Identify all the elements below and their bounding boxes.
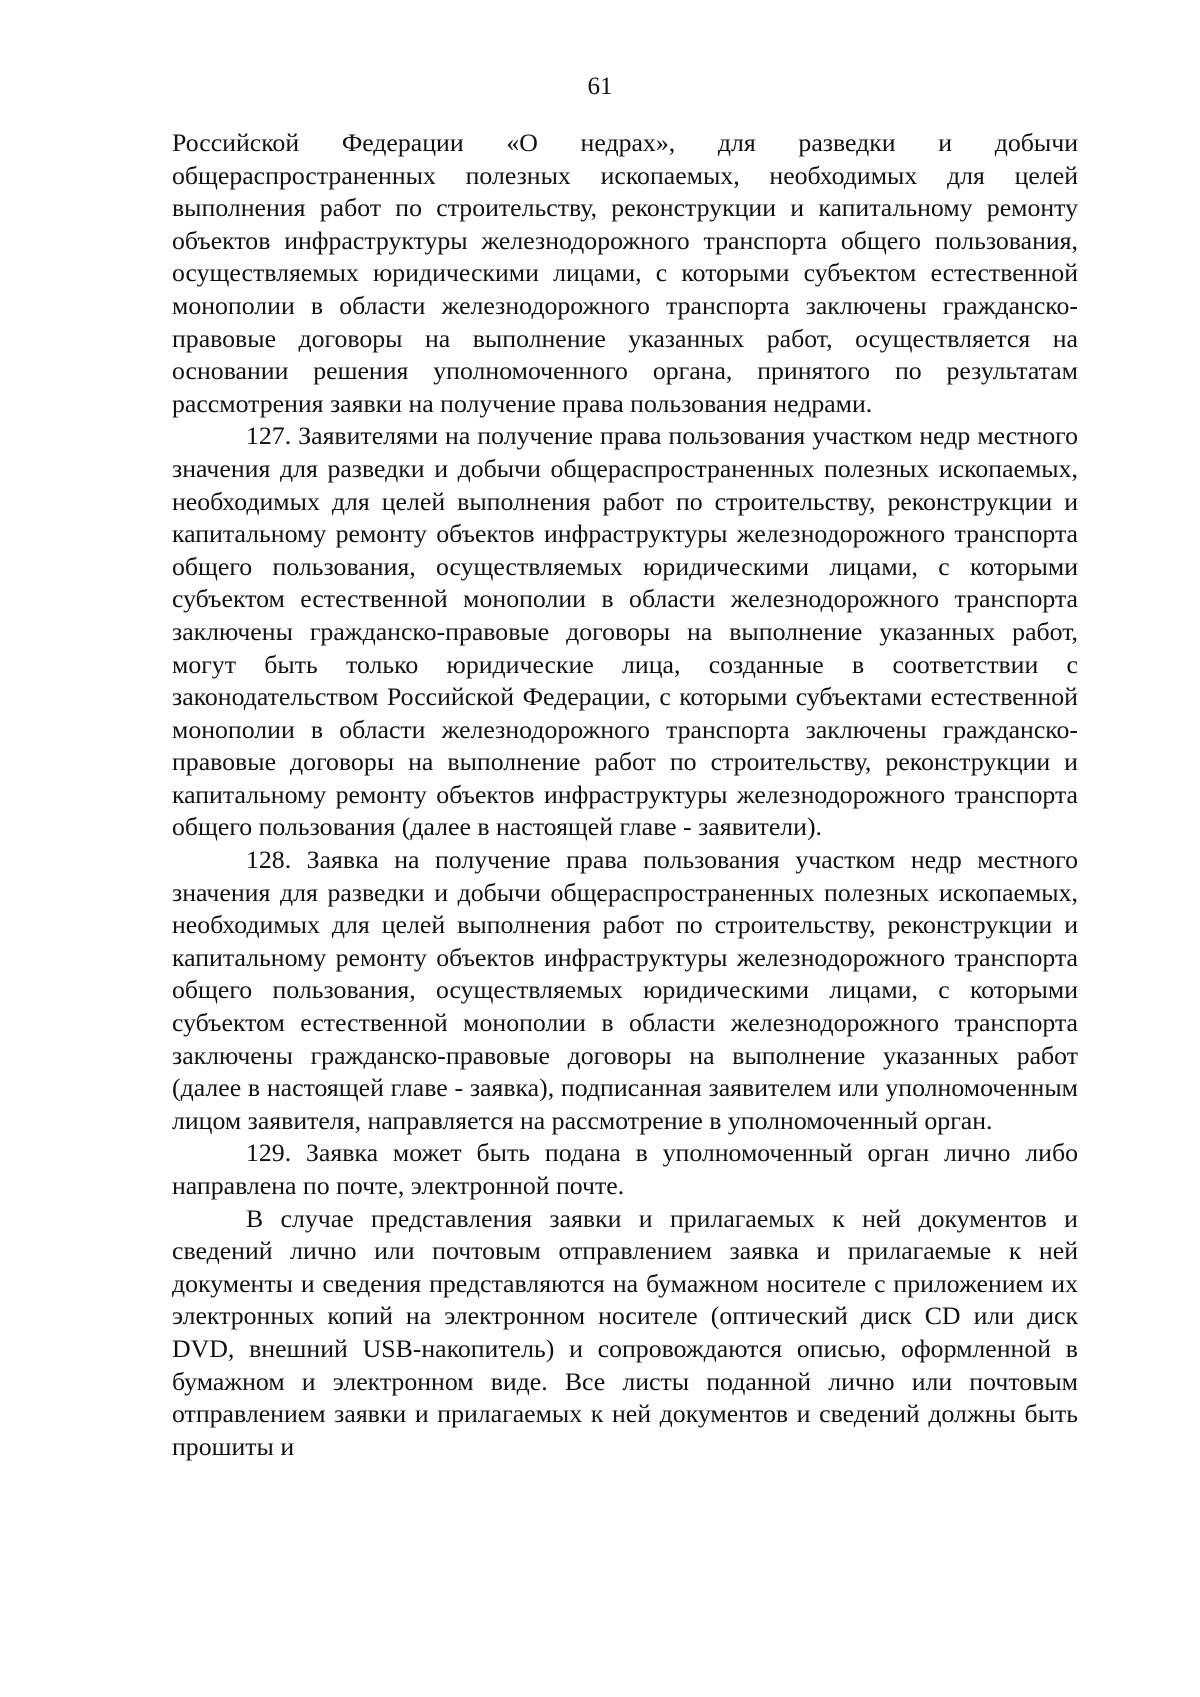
paragraph-127: 127. Заявителями на получение права пользования участком недр местного значения для разведки и добычи общераспространенных полезных ископаемых, необходимых для целей выполнения работ по строительству, реконструкции и капитальному ремонту объектов инфраструктуры железнодорожного транспорта общего пользования, осуществляемых юридическими лицами, с которыми субъектом естественной монополии в области железнодорожного транспорта заключены гражданско-правовые договоры на выполнение указанных работ, могут быть только юридические лица, созданные в соответствии с законодательством Российской Федерации, с которыми субъектами естественной монополии в области железнодорожного транспорта заключены гражданско-правовые договоры на выполнение работ по строительству, реконструкции и капитальному ремонту объектов инфраструктуры железнодорожного транспорта общего пользования (далее в настоящей главе - заявители). xyxy=(172,421,1078,842)
paragraph-129: 129. Заявка может быть подана в уполномоченный орган лично либо направлена по почте, электронной почте. xyxy=(172,1138,1078,1200)
paragraph-128: 128. Заявка на получение права пользования участком недр местного значения для разведки и добычи общераспространенных полезных ископаемых, необходимых для целей выполнения работ по строительству, реконструкции и капитальному ремонту объектов инфраструктуры железнодорожного транспорта общего пользования, осуществляемых юридическими лицами, с которыми субъектом естественной монополии в области железнодорожного транспорта заключены гражданско-правовые договоры на выполнение указанных работ (далее в настоящей главе - заявка), подписанная заявителем или уполномоченным лицом заявителя, направляется на рассмотрение в уполномоченный орган. xyxy=(172,845,1078,1135)
page-number: 61 xyxy=(587,73,613,100)
paragraph-129-continued: В случае представления заявки и прилагаемых к ней документов и сведений лично или почтовым отправлением заявка и прилагаемые к ней документы и сведения представляются на бумажном носителе с приложением их электронных копий на электронном носителе (оптический диск CD или диск DVD, внешний USB-накопитель) и сопровождаются описью, оформленной в бумажном и электронном виде. Все листы поданной лично или почтовым отправлением заявки и прилагаемых к ней документов и сведений должны быть прошиты и xyxy=(172,1203,1078,1461)
paragraph-continuation: Российской Федерации «О недрах», для разведки и добычи общераспространенных полезных ископаемых, необходимых для целей выполнения работ по строительству, реконструкции и капитальному ремонту объектов инфраструктуры железнодорожного транспорта общего пользования, осуществляемых юридическими лицами, с которыми субъектом естественной монополии в области железнодорожного транспорта заключены гражданско-правовые договоры на выполнение указанных работ, осуществляется на основании решения уполномоченного органа, принятого по результатам рассмотрения заявки на получение права пользования недрами. xyxy=(172,128,1078,418)
document-body xyxy=(172,127,1078,1463)
